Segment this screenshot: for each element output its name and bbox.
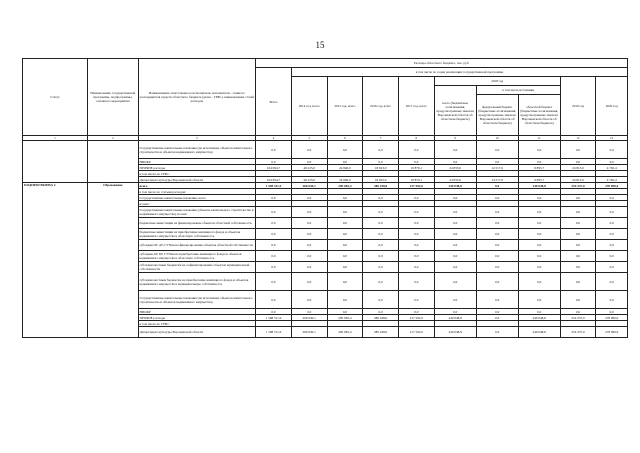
value-cell: 0,0 xyxy=(398,262,434,273)
value-cell: 0,0 xyxy=(256,159,292,165)
value-cell: 0,0 xyxy=(434,207,476,218)
value-cell: 0,0 xyxy=(327,159,363,165)
value-cell: 0,0 xyxy=(434,195,476,201)
value-cell: 0,0 xyxy=(518,251,560,262)
value-cell: 0,0 xyxy=(291,218,327,229)
value-cell: 0,0 xyxy=(476,291,518,309)
value-cell: 0,0 xyxy=(363,273,399,291)
expense-article-label: субсидии ОУ АУ, ГУПам на финансирование объектов областной собственности xyxy=(138,240,256,251)
expense-article-label: Департамент культуры Воронежской области xyxy=(138,177,256,183)
value-cell: 0,0 xyxy=(327,195,363,201)
value-cell: 0,0 xyxy=(327,262,363,273)
header-2020: 2020 год xyxy=(596,77,628,136)
value-cell: 0,0 xyxy=(596,240,628,251)
value-cell: 0,0 xyxy=(596,251,628,262)
value-cell: 0,0 xyxy=(518,141,560,159)
value-cell: 0,0 xyxy=(476,229,518,240)
expense-article-label: в том числе по статьям расходов: xyxy=(138,189,256,195)
value-cell: 0,0 xyxy=(256,291,292,309)
value-cell: 0,0 xyxy=(398,159,434,165)
value-cell: 0,0 xyxy=(363,207,399,218)
expense-article-label: Департамент культуры Воронежской области xyxy=(138,327,256,338)
expense-article-label: в том числе по ГРБС: xyxy=(138,171,256,177)
column-number: 4 xyxy=(256,136,292,141)
column-number: 1 xyxy=(23,136,88,141)
value-cell: 278 090,0 xyxy=(596,315,628,321)
value-cell: 0,0 xyxy=(434,251,476,262)
value-cell: 0,0 xyxy=(291,207,327,218)
value-cell: 0,0 xyxy=(560,195,596,201)
value-cell: 0,0 xyxy=(291,141,327,159)
expense-article-label: бюджетные инвестиции на финансирование объектов областной собственности xyxy=(138,218,256,229)
value-cell: 0,0 xyxy=(398,195,434,201)
value-cell: 0,0 xyxy=(560,251,596,262)
value-cell: 0,0 xyxy=(596,195,628,201)
column-number: 10 xyxy=(476,136,518,141)
value-cell: 18 623,0 xyxy=(363,177,399,183)
value-cell: 164 094,7 xyxy=(256,177,292,183)
column-number: 13 xyxy=(596,136,628,141)
value-cell: 46 225,0 xyxy=(291,177,327,183)
value-cell: 0,0 xyxy=(434,262,476,273)
value-cell: 0,0 xyxy=(476,240,518,251)
value-cell: 0,0 xyxy=(291,309,327,315)
value-cell: 0,0 xyxy=(256,309,292,315)
value-cell: 4 792,4 xyxy=(596,177,628,183)
value-cell: 0,0 xyxy=(363,229,399,240)
value-cell: 0,0 xyxy=(256,240,292,251)
value-cell: 0,0 xyxy=(291,273,327,291)
value-cell: 0,0 xyxy=(256,251,292,262)
value-cell: 285 665,4 xyxy=(327,183,363,189)
value-cell: 0,0 xyxy=(434,159,476,165)
header-regional: областной бюджет (бюджетные ассигнования, предусмотренные законом Воронежской области об областном бюджете) xyxy=(518,95,560,136)
value-cell: 0,0 xyxy=(596,229,628,240)
value-cell: 0,0 xyxy=(327,218,363,229)
value-cell: 0,0 xyxy=(476,315,518,321)
value-cell: 0,0 xyxy=(434,218,476,229)
value-cell: 254 337,0 xyxy=(560,183,596,189)
header-by-years: в том числе по годам реализации государственной программы xyxy=(291,68,627,77)
value-cell: 0,0 xyxy=(363,159,399,165)
value-cell: 0,0 xyxy=(434,240,476,251)
expense-article-label: бюджетные инвестиции на приобретение жилищного фонда и объектов недвижимого имущества в областную собственность xyxy=(138,229,256,240)
value-cell: 46 225,0 xyxy=(291,165,327,171)
header-2017: 2017 год, всего xyxy=(398,77,434,136)
value-cell: 0,0 xyxy=(256,218,292,229)
value-cell: 0,0 xyxy=(560,141,596,159)
value-cell: 0,0 xyxy=(476,195,518,201)
column-number: 3 xyxy=(138,136,256,141)
expense-article-label: Государственные капитальные вложения (объекты капитального строительства и недвижимого имущества), из них: xyxy=(138,207,256,218)
value-cell: 240 048,8 xyxy=(434,315,476,321)
value-cell: 24 833,6 xyxy=(434,165,476,171)
value-cell: 266 630,1 xyxy=(291,315,327,321)
value-cell: 0,0 xyxy=(363,251,399,262)
value-cell: 0,0 xyxy=(476,218,518,229)
value-cell: 0,0 xyxy=(560,291,596,309)
value-cell: 240 048,8 xyxy=(518,183,560,189)
value-cell: 0,0 xyxy=(560,309,596,315)
header-incl-sources: в том числе источники xyxy=(476,86,560,95)
value-cell: 240 048,8 xyxy=(518,315,560,321)
header-responsible: Наименование ответственного исполнителя, исполнителя - главного распорядителя средств областного бюджета (далее - ГРБС), наименование статей расходов xyxy=(138,59,256,136)
value-cell: 0,0 xyxy=(596,309,628,315)
value-cell: 164 094,7 xyxy=(256,165,292,171)
value-cell: 240 048,8 xyxy=(434,183,476,189)
value-cell: 0,0 xyxy=(596,291,628,309)
value-cell: 0,0 xyxy=(518,309,560,315)
value-cell: 0,0 xyxy=(476,262,518,273)
value-cell: 0,0 xyxy=(363,195,399,201)
value-cell: 0,0 xyxy=(518,195,560,201)
value-cell: 0,0 xyxy=(256,207,292,218)
subprogram-status: ПОДПРОГРАММА 2 xyxy=(23,183,88,338)
value-cell: 217 502,6 xyxy=(398,183,434,189)
value-cell: 9 895,7 xyxy=(518,165,560,171)
header-status: Статус xyxy=(23,59,88,136)
expense-article-label: Государственные капитальные вложения (на исполнение объектов капитального строительства и объектов недвижимого имущества) xyxy=(138,141,256,159)
value-cell: 0,0 xyxy=(363,141,399,159)
value-cell: 0,0 xyxy=(518,262,560,273)
header-2018-total: всего (бюджетные ассигнования, предусмотренные законом Воронежской области об областном бюджете) xyxy=(434,86,476,136)
header-2015: 2015 год, всего xyxy=(327,77,363,136)
value-cell: 14 517,9 xyxy=(476,165,518,171)
value-cell: 19 879,1 xyxy=(398,165,434,171)
expense-article-label: ПРОЧИЕ расходы xyxy=(138,165,256,171)
value-cell: 24 846,0 xyxy=(327,177,363,183)
column-number: 5 xyxy=(291,136,327,141)
value-cell: 0,0 xyxy=(560,159,596,165)
column-number: 9 xyxy=(434,136,476,141)
value-cell: 254 337,0 xyxy=(560,315,596,321)
value-cell: 0,0 xyxy=(518,159,560,165)
header-program-name: Наименование государственной программы, подпрограммы, основного мероприятия xyxy=(88,59,138,136)
value-cell: 0,0 xyxy=(434,229,476,240)
value-cell: 0,0 xyxy=(476,183,518,189)
header-total: Всего xyxy=(256,68,292,136)
value-cell: 0,0 xyxy=(327,309,363,315)
value-cell: 286 248,0 xyxy=(363,327,399,338)
value-cell: 0,0 xyxy=(476,273,518,291)
value-cell: 0,0 xyxy=(256,195,292,201)
expenses-table-sheet xyxy=(22,58,628,338)
header-2019: 2019 год xyxy=(560,77,596,136)
value-cell: 285 665,4 xyxy=(327,315,363,321)
value-cell: 0,0 xyxy=(398,273,434,291)
value-cell: 240 048,8 xyxy=(518,327,560,338)
page-number: 15 xyxy=(315,40,325,50)
header-2014: 2014 год, всего xyxy=(291,77,327,136)
value-cell: 217 502,6 xyxy=(398,327,434,338)
value-cell: 0,0 xyxy=(398,309,434,315)
expense-article-label: субсидии местным бюджетам на приобретение жилищного фонда и объектов недвижимого имущества в муниципальную собственность xyxy=(138,273,256,291)
value-cell: 0,0 xyxy=(363,309,399,315)
value-cell: 0,0 xyxy=(363,240,399,251)
value-cell: 0,0 xyxy=(327,240,363,251)
value-cell: 278 090,0 xyxy=(596,183,628,189)
value-cell: 285 665,4 xyxy=(327,327,363,338)
value-cell: 0,0 xyxy=(434,291,476,309)
expense-article-label: в том числе по ГРБС: xyxy=(138,321,256,327)
value-cell: 0,0 xyxy=(256,273,292,291)
value-cell: 0,0 xyxy=(518,207,560,218)
value-cell: 0,0 xyxy=(256,262,292,273)
value-cell: 0,0 xyxy=(291,240,327,251)
value-cell: 0,0 xyxy=(327,251,363,262)
value-cell: 0,0 xyxy=(327,207,363,218)
header-federal: федеральный бюджет (бюджетные ассигнования, предусмотренные законом Воронежской области об областном бюджете) xyxy=(476,95,518,136)
value-cell: 0,0 xyxy=(560,218,596,229)
value-cell: 254 337,0 xyxy=(560,327,596,338)
value-cell: 0,0 xyxy=(560,273,596,291)
column-number: 6 xyxy=(327,136,363,141)
expense-article-label: Государственные капитальные вложения (на исполнение объектов капитального строительства и объектов недвижимого имущества) xyxy=(138,291,256,309)
value-cell: 0,0 xyxy=(560,207,596,218)
value-cell: 0,0 xyxy=(398,207,434,218)
value-cell: 0,0 xyxy=(476,207,518,218)
value-cell: 0,0 xyxy=(596,159,628,165)
table-row xyxy=(23,141,628,159)
value-cell: 240 048,8 xyxy=(434,327,476,338)
value-cell: 0,0 xyxy=(596,141,628,159)
expense-article-label: субсидии местным бюджетам на софинансирование объектов муниципальной собственности xyxy=(138,262,256,273)
value-cell: 0,0 xyxy=(560,229,596,240)
value-cell: 0,0 xyxy=(327,141,363,159)
expense-article-label: НИОКР xyxy=(138,159,256,165)
status-cell xyxy=(23,141,88,183)
value-cell: 9 895,7 xyxy=(518,177,560,183)
header-2018: 2018 год xyxy=(434,77,560,86)
value-cell: 0,0 xyxy=(291,262,327,273)
value-cell: 0,0 xyxy=(363,291,399,309)
value-cell: 0,0 xyxy=(363,262,399,273)
value-cell: 278 090,0 xyxy=(596,327,628,338)
column-number: 2 xyxy=(88,136,138,141)
value-cell: 0,0 xyxy=(363,218,399,229)
value-cell: 0,0 xyxy=(291,251,327,262)
value-cell: 0,0 xyxy=(327,291,363,309)
program-name-cell xyxy=(88,141,138,183)
value-cell: 0,0 xyxy=(398,251,434,262)
value-cell: 0,0 xyxy=(327,229,363,240)
value-cell: 0,0 xyxy=(518,273,560,291)
value-cell: 0,0 xyxy=(476,327,518,338)
expense-article-label: из них: xyxy=(138,201,256,207)
expense-article-label: ПРОЧИЕ расходы xyxy=(138,315,256,321)
value-cell: 14 517,9 xyxy=(476,177,518,183)
header-expenses-title: Расходы областного бюджета, тыс. руб. xyxy=(256,59,628,68)
value-cell: 0,0 xyxy=(398,240,434,251)
value-cell: 0,0 xyxy=(398,291,434,309)
value-cell: 24 813,0 xyxy=(560,177,596,183)
expense-article-label: Государственные капитальные вложения, всего xyxy=(138,195,256,201)
value-cell: 0,0 xyxy=(596,273,628,291)
value-cell: 0,0 xyxy=(291,291,327,309)
value-cell: 0,0 xyxy=(596,218,628,229)
value-cell: 0,0 xyxy=(434,273,476,291)
value-cell: 0,0 xyxy=(596,207,628,218)
value-cell: 0,0 xyxy=(291,159,327,165)
value-cell: 0,0 xyxy=(476,309,518,315)
value-cell: 24 813,0 xyxy=(560,165,596,171)
column-number: 11 xyxy=(518,136,560,141)
value-cell: 0,0 xyxy=(476,141,518,159)
value-cell: 24 833,6 xyxy=(434,177,476,183)
subprogram-name: Образование xyxy=(88,183,138,338)
value-cell: 286 248,0 xyxy=(363,183,399,189)
expenses-table xyxy=(22,58,628,338)
value-cell: 0,0 xyxy=(291,229,327,240)
column-number: 8 xyxy=(398,136,434,141)
value-cell: 0,0 xyxy=(518,229,560,240)
value-cell: 0,0 xyxy=(398,229,434,240)
value-cell: 217 502,6 xyxy=(398,315,434,321)
value-cell: 0,0 xyxy=(434,309,476,315)
value-cell: 18 623,0 xyxy=(363,165,399,171)
value-cell: 0,0 xyxy=(518,218,560,229)
value-cell: 0,0 xyxy=(596,262,628,273)
value-cell: 266 630,1 xyxy=(291,327,327,338)
value-cell: 0,0 xyxy=(476,159,518,165)
value-cell: 4 792,4 xyxy=(596,165,628,171)
value-cell: 1 598 511,9 xyxy=(256,183,292,189)
value-cell: 0,0 xyxy=(518,291,560,309)
value-cell: 0,0 xyxy=(560,262,596,273)
value-cell: 24 846,0 xyxy=(327,165,363,171)
expense-article-label: всего xyxy=(138,183,256,189)
expense-article-label: субсидии АУ, БУ, ГУПам на приобретение жилищного фонда и объектов недвижимого имущества в областную собственность xyxy=(138,251,256,262)
value-cell: 0,0 xyxy=(398,141,434,159)
value-cell: 19 879,1 xyxy=(398,177,434,183)
value-cell: 1 598 511,9 xyxy=(256,327,292,338)
value-cell: 0,0 xyxy=(398,218,434,229)
value-cell: 0,0 xyxy=(327,273,363,291)
value-cell: 286 248,0 xyxy=(363,315,399,321)
expense-article-label: НИОКР xyxy=(138,309,256,315)
value-cell: 0,0 xyxy=(434,141,476,159)
value-cell: 0,0 xyxy=(256,141,292,159)
value-cell: 0,0 xyxy=(291,195,327,201)
value-cell: 0,0 xyxy=(560,240,596,251)
column-number: 12 xyxy=(560,136,596,141)
value-cell: 0,0 xyxy=(256,229,292,240)
value-cell: 0,0 xyxy=(518,240,560,251)
value-cell: 0,0 xyxy=(476,251,518,262)
value-cell: 266 630,1 xyxy=(291,183,327,189)
column-number: 7 xyxy=(363,136,399,141)
header-2016: 2016 год, всего xyxy=(363,77,399,136)
value-cell: 1 598 511,9 xyxy=(256,315,292,321)
